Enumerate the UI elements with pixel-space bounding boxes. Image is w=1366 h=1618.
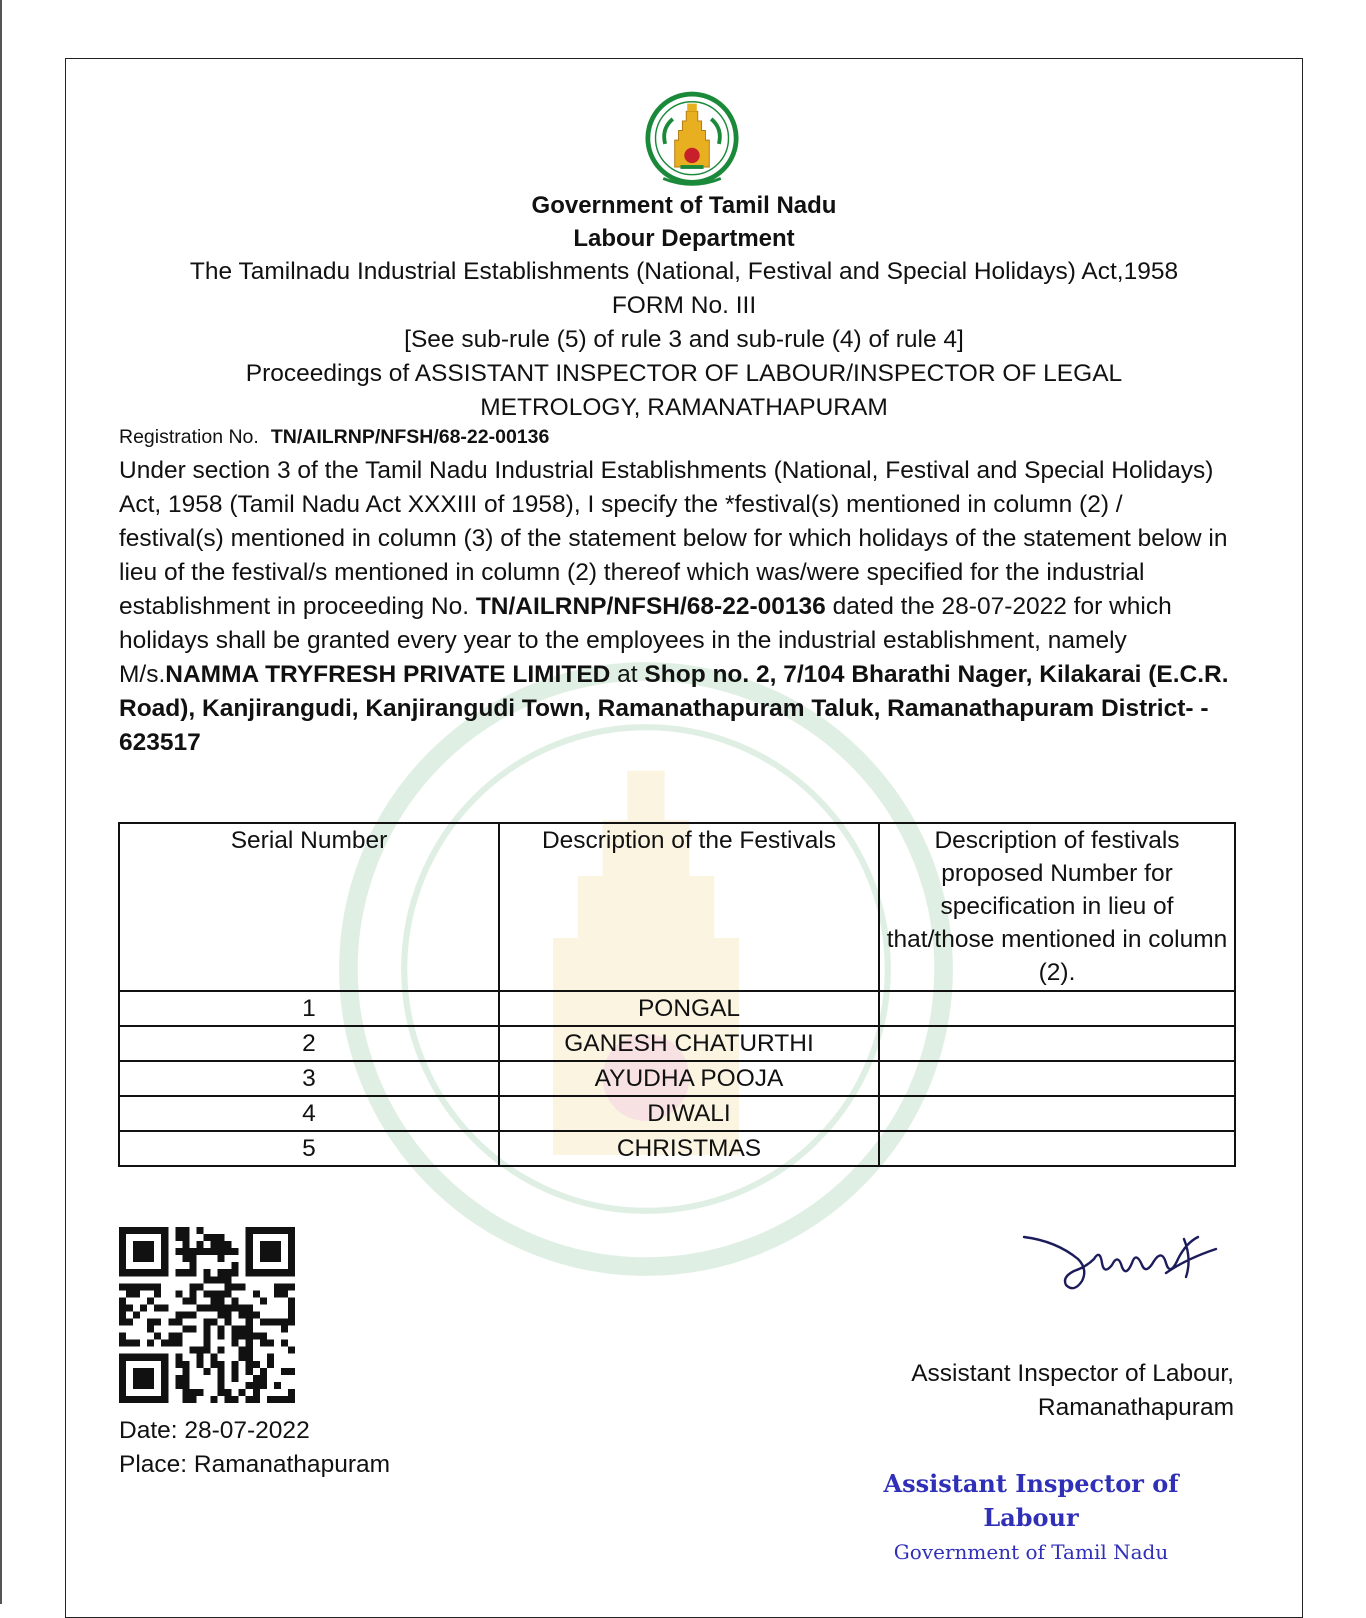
row-festival: CHRISTMAS [499, 1131, 879, 1166]
signatory-location: Ramanathapuram [1037, 1394, 1234, 1421]
paragraph-intro: Under section 3 of the Tamil Nadu Industrial Establishments (National, Festival and Special Holidays) Act, 1958 (Tamil Nadu Act XXXIII of 1958), I specify the *festival(s) mentioned in column (2) / festival(s) mentioned in column (3) of the statement below for which holidays of the statement below in lieu of the festival/s mentioned in column (2) thereof which was/were specified for the industrial establishment in proceeding No. [119, 457, 1228, 620]
tamil-nadu-emblem-icon [644, 89, 740, 197]
row-proposed [879, 1096, 1235, 1131]
signatory-title: Assistant Inspector of Labour, [911, 1360, 1234, 1387]
table-header-row [119, 823, 1235, 991]
rule-reference: [See sub-rule (5) of rule 3 and sub-rule (4) of rule 4] [404, 326, 964, 353]
table-row [119, 1061, 1235, 1096]
row-festival: PONGAL [499, 991, 879, 1026]
row-proposed [879, 991, 1235, 1026]
registration-line [119, 426, 549, 449]
qr-code-icon [119, 1227, 295, 1403]
proceeding-number: TN/AILRNP/NFSH/68-22-00136 [475, 593, 826, 620]
table-row [119, 1131, 1235, 1166]
proceedings-line-1: Proceedings of ASSISTANT INSPECTOR OF LABOUR/INSPECTOR OF LEGAL [245, 360, 1123, 387]
act-title: The Tamilnadu Industrial Establishments (National, Festival and Special Holidays) Act,1958 [189, 258, 1179, 285]
issue-place: Place: Ramanathapuram [119, 1451, 391, 1478]
proceedings-paragraph [119, 454, 1229, 760]
government-title: Government of Tamil Nadu [531, 192, 837, 219]
stamp-title: Assistant Inspector of Labour [883, 1469, 1179, 1532]
form-number: FORM No. III [611, 292, 757, 319]
paragraph-dated: dated the 28-07-2022 for which holidays shall be granted every year to the employees in the industrial establishment, namely M/s. [119, 593, 1172, 688]
row-festival: AYUDHA POOJA [499, 1061, 879, 1096]
table-row [119, 1096, 1235, 1131]
registration-label: Registration No. [119, 426, 259, 448]
row-serial: 4 [119, 1096, 499, 1131]
festival-table [118, 822, 1236, 1167]
header-proposed-festivals: Description of festivals proposed Number for specification in lieu of that/those mentioned in column (2). [879, 823, 1235, 991]
row-proposed [879, 1026, 1235, 1061]
issue-date: Date: 28-07-2022 [119, 1417, 310, 1444]
signatory-block [911, 1357, 1234, 1425]
registration-number: TN/AILRNP/NFSH/68-22-00136 [270, 426, 550, 448]
certificate-page [65, 58, 1303, 1618]
row-serial: 3 [119, 1061, 499, 1096]
company-name: NAMMA TRYFRESH PRIVATE LIMITED [165, 661, 611, 688]
paragraph-at: at [617, 661, 638, 688]
row-proposed [879, 1131, 1235, 1166]
table-row [119, 1026, 1235, 1061]
signature-icon [1016, 1219, 1226, 1309]
document-header [66, 189, 1302, 425]
table-row [119, 991, 1235, 1026]
row-serial: 2 [119, 1026, 499, 1061]
outer-frame-line [0, 0, 2, 1604]
row-festival: GANESH CHATURTHI [499, 1026, 879, 1061]
official-stamp [846, 1467, 1216, 1569]
header-serial-number: Serial Number [119, 823, 499, 991]
company-address: Shop no. 2, 7/104 Bharathi Nager, Kilakarai (E.C.R. Road), Kanjirangudi, Kanjirangudi Town, Ramanathapuram Taluk, Ramanathapuram District- - 623517 [119, 661, 1229, 756]
date-place-block [119, 1414, 390, 1482]
department-title: Labour Department [573, 225, 795, 252]
row-serial: 5 [119, 1131, 499, 1166]
proceedings-line-2: METROLOGY, RAMANATHAPURAM [480, 394, 888, 421]
row-serial: 1 [119, 991, 499, 1026]
header-festival-description: Description of the Festivals [499, 823, 879, 991]
row-proposed [879, 1061, 1235, 1096]
row-festival: DIWALI [499, 1096, 879, 1131]
stamp-subtitle: Government of Tamil Nadu [893, 1540, 1169, 1564]
